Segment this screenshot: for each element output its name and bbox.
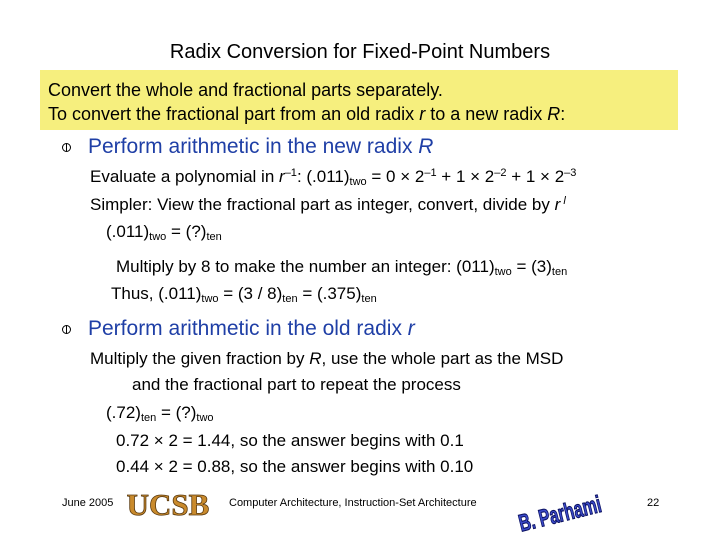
bullet-icon (62, 143, 71, 152)
section-heading-new-radix: Perform arithmetic in the new radix R (88, 135, 434, 158)
polynomial-line: Evaluate a polynomial in $r^{-1}$: $(.011)_{two} = 0 \times 2^{-1} + 1 \times 2^{-2} + 1 \times 2^{-3}$ (90, 167, 577, 188)
section-heading-old-radix: Perform arithmetic in the old radix r (88, 317, 415, 340)
result-line: Thus, $(.011)_{two} = (3 / 8)_{ten} = (.375)_{ten}$ (111, 284, 377, 305)
parhami-logo (514, 480, 645, 538)
highlight-line-1: Convert the whole and fractional parts separately. (48, 80, 443, 100)
footer-course: Computer Architecture, Instruction-Set Architecture (229, 497, 477, 509)
footer-date: June 2005 (62, 497, 114, 509)
repeat-process-line: and the fractional part to repeat the process (132, 375, 461, 394)
step-2-line: 0.44 × 2 = 0.88, so the answer begins with 0.10 (116, 457, 474, 476)
simpler-line: Simpler: View the fractional part as integer, convert, divide by r $^l$ (90, 195, 566, 214)
ucsb-logo (120, 486, 216, 522)
slide-title: Radix Conversion for Fixed-Point Numbers (169, 41, 551, 63)
multiply-line: Multiply by 8 to make the number an integer: $(011)_{two} = (3)_{ten}$ (116, 257, 568, 278)
svg-text:B. Parhami: B. Parhami (516, 480, 645, 538)
page-number: 22 (647, 497, 660, 509)
conversion-question: $(.011)_{two}$ = $(?)_{ten}$ (106, 222, 222, 243)
conversion-question-2: $(.72)_{ten}$ = $(?)_{two}$ (106, 403, 214, 424)
bullet-icon (62, 325, 71, 334)
step-1-line: 0.72 × 2 = 1.44, so the answer begins with 0.1 (116, 431, 464, 450)
multiply-fraction-line: Multiply the given fraction by R, use the whole part as the MSD (90, 349, 564, 368)
svg-text:UCSB: UCSB (126, 487, 210, 522)
highlight-line-2: To convert the fractional part from an old radix r to a new radix R: (48, 104, 566, 124)
